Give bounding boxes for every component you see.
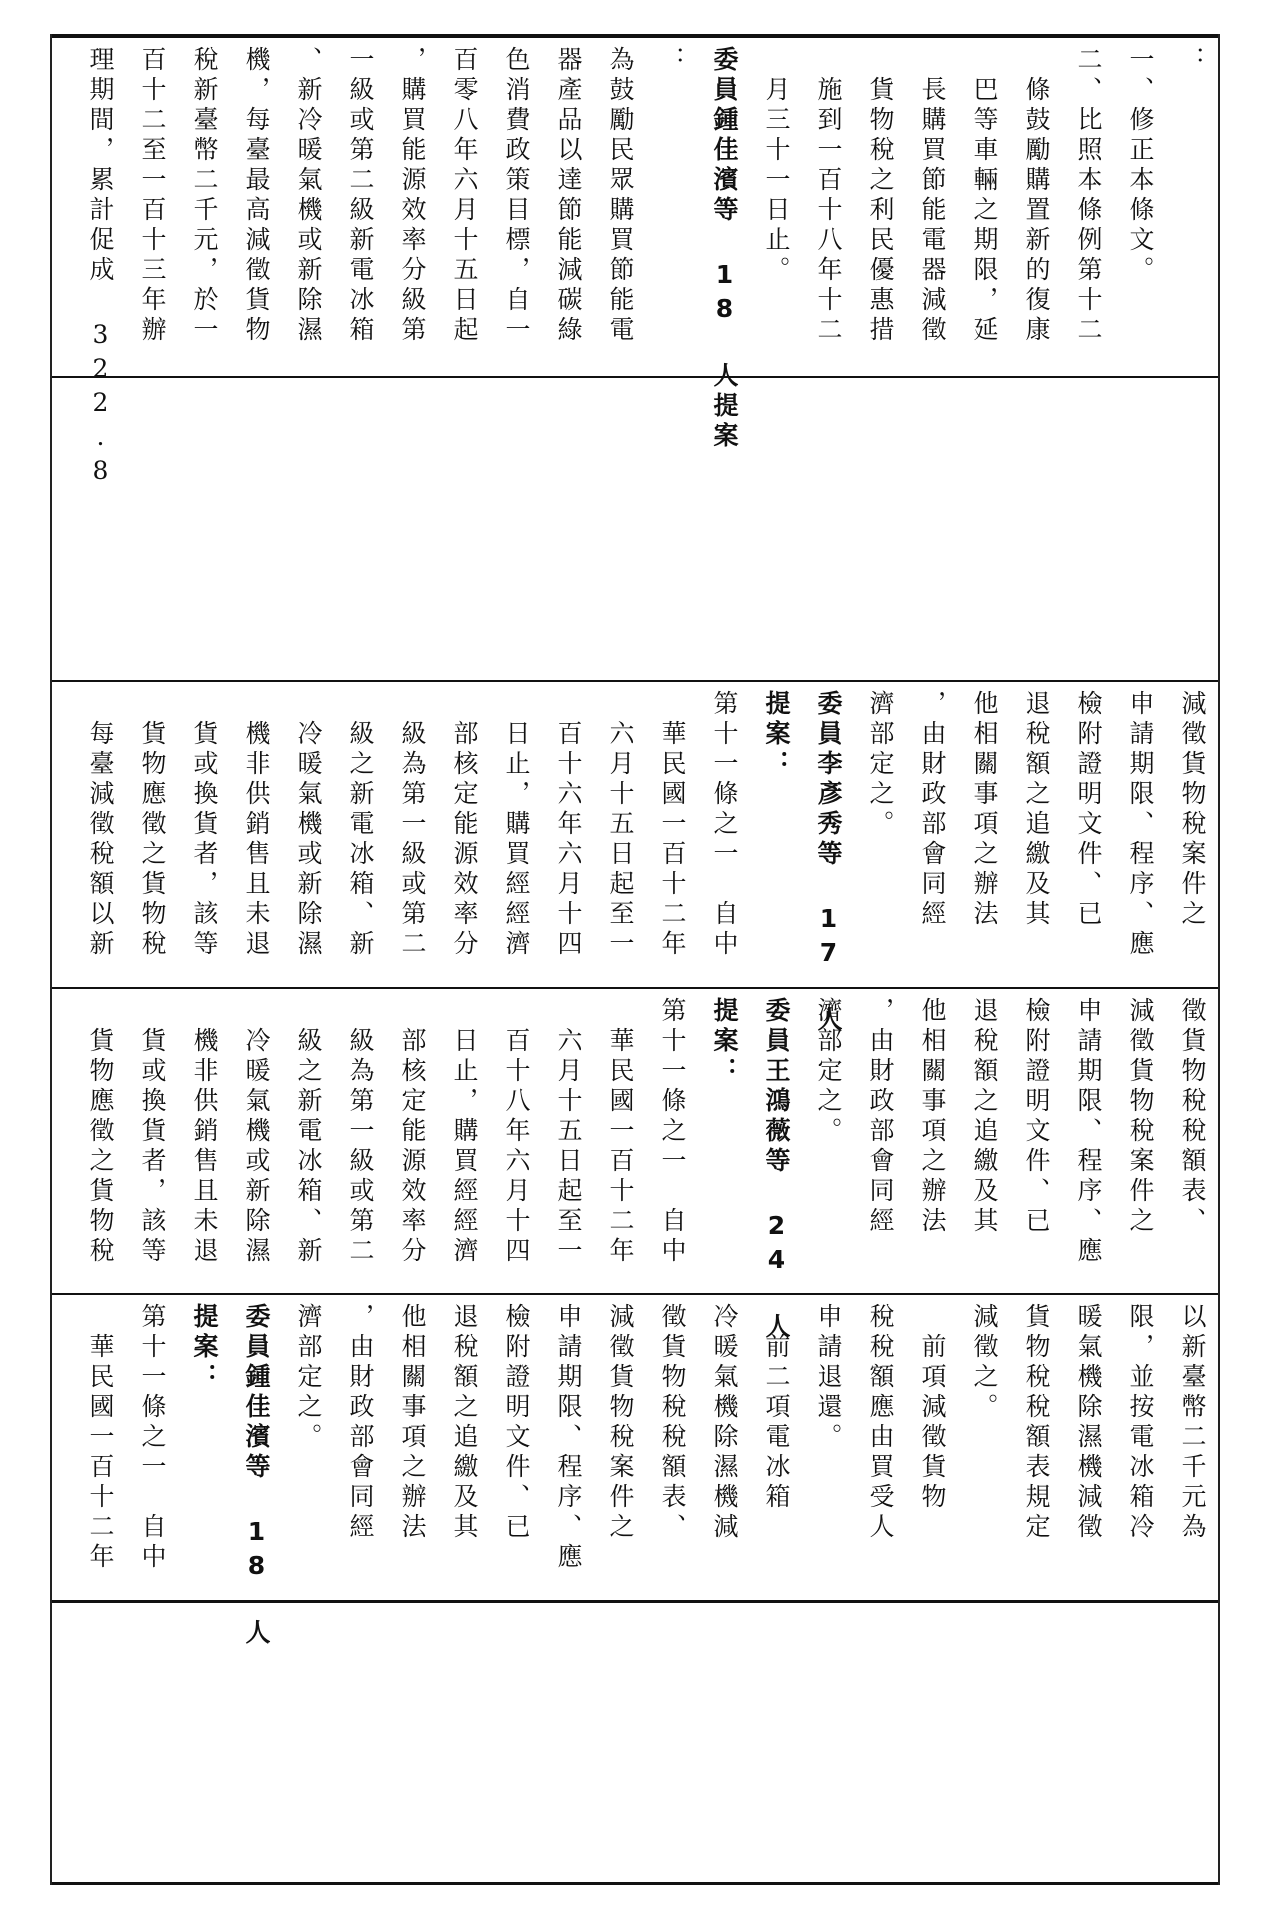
text-block-lower (52, 1295, 1218, 1649)
text-column: 六月十五日起至一 (606, 690, 635, 960)
text-column: 提案： (710, 997, 739, 1087)
text-column: 部核定能源效率分 (450, 690, 479, 960)
text-column: 委員鍾佳濱等 18 人 (242, 1303, 271, 1649)
text-column: 濟部定之。 (814, 997, 843, 1147)
text-column: 機，每臺最高減徵貨物 (242, 46, 271, 346)
text-column: 理期間，累計促成 322.8 (86, 46, 115, 490)
text-column: 以新臺幣二千元為 (1178, 1303, 1207, 1543)
text-column: 退稅額之追繳及其 (1022, 690, 1051, 930)
text-column: 減徵貨物稅案件之 (1178, 690, 1207, 930)
text-column: 百十六年六月十四 (554, 690, 583, 960)
text-column: 申請期限、程序、應 (1126, 690, 1155, 960)
text-column: 貨物稅之利民優惠措 (866, 46, 895, 346)
text-column: 貨物稅稅額表規定 (1022, 1303, 1051, 1543)
text-column: 機非供銷售且未退 (242, 690, 271, 960)
text-column: 華民國一百十二年 (606, 997, 635, 1267)
text-column: 前二項電冰箱 (762, 1303, 791, 1513)
text-column: 百十八年六月十四 (502, 997, 531, 1267)
text-column: 部核定能源效率分 (398, 997, 427, 1267)
text-column: 色消費政策目標，自一 (502, 46, 531, 346)
text-column: 他相關事項之辦法 (918, 997, 947, 1237)
text-column: 委員李彥秀等 17 人 (814, 690, 843, 1036)
text-column: 貨或換貨者，該等 (138, 997, 167, 1267)
text-column: 華民國一百十二年 (658, 690, 687, 960)
text-column: 濟部定之。 (294, 1303, 323, 1453)
text-column: 貨或換貨者，該等 (190, 690, 219, 960)
text-column: 施到一百十八年十二 (814, 46, 843, 346)
text-column: 提案： (190, 1303, 219, 1393)
text-column: 、新冷暖氣機或新除濕 (294, 46, 323, 346)
text-column: 第十一條之一 自中 (710, 690, 739, 960)
text-column: 暖氣機除濕機減徵 (1074, 1303, 1103, 1543)
text-column: 月三十一日止。 (762, 46, 791, 286)
text-column: ，由財政部會同經 (866, 997, 895, 1237)
text-column: 一、修正本條文。 (1126, 46, 1155, 286)
text-column: 器產品以達節能減碳綠 (554, 46, 583, 346)
text-column: 百零八年六月十五日起 (450, 46, 479, 346)
text-column: 申請期限、程序、應 (1074, 997, 1103, 1267)
text-column: 退稅額之追繳及其 (450, 1303, 479, 1543)
rule-bottom (50, 1882, 1220, 1885)
text-column: 華民國一百十二年 (86, 1303, 115, 1573)
text-column: 委員鍾佳濱等 18 人提案 (710, 46, 739, 452)
text-column: 檢附證明文件、已 (502, 1303, 531, 1543)
border-right (1218, 34, 1220, 1885)
text-column: 貨物應徵之貨物稅 (138, 690, 167, 960)
text-column: 冷暖氣機或新除濕 (294, 690, 323, 960)
text-column: 級為第一級或第二 (346, 997, 375, 1267)
text-column: ，由財政部會同經 (346, 1303, 375, 1543)
text-column: 級之新電冰箱、新 (346, 690, 375, 960)
text-column: 徵貨物稅稅額表、 (658, 1303, 687, 1543)
text-block-top (52, 38, 1218, 490)
text-column: 條鼓勵購置新的復康 (1022, 46, 1051, 346)
text-column: 每臺減徵稅額以新 (86, 690, 115, 960)
text-column: 減徵貨物稅案件之 (1126, 997, 1155, 1237)
text-column: ，由財政部會同經 (918, 690, 947, 930)
text-column: 減徵之。 (970, 1303, 999, 1423)
text-column: 貨物應徵之貨物稅 (86, 997, 115, 1267)
text-column: 退稅額之追繳及其 (970, 997, 999, 1237)
text-column: 為鼓勵民眾購買節能電 (606, 46, 635, 346)
text-column: 冷暖氣機除濕機減 (710, 1303, 739, 1543)
text-block-upper (52, 682, 1218, 1036)
text-column: 冷暖氣機或新除濕 (242, 997, 271, 1267)
text-column: 級為第一級或第二 (398, 690, 427, 960)
text-column: 檢附證明文件、已 (1074, 690, 1103, 930)
text-column: ： (1178, 46, 1207, 76)
rule-5 (50, 1600, 1220, 1603)
text-column: 限，並按電冰箱冷 (1126, 1303, 1155, 1543)
text-column: 減徵貨物稅案件之 (606, 1303, 635, 1543)
text-column: 日止，購買經經濟 (450, 997, 479, 1267)
text-column: 他相關事項之辦法 (970, 690, 999, 930)
text-column: 委員王鴻薇等 24 人 (762, 997, 791, 1343)
text-block-middle (52, 989, 1218, 1343)
text-column: 級之新電冰箱、新 (294, 997, 323, 1267)
rule-1 (50, 376, 1220, 378)
text-column: 濟部定之。 (866, 690, 895, 840)
text-column: ： (658, 46, 687, 76)
text-column: 稅稅額應由買受人 (866, 1303, 895, 1543)
text-column: 檢附證明文件、已 (1022, 997, 1051, 1237)
text-column: 日止，購買經經濟 (502, 690, 531, 960)
text-column: 機非供銷售且未退 (190, 997, 219, 1267)
text-column: 第十一條之一 自中 (658, 997, 687, 1267)
text-column: 申請退還。 (814, 1303, 843, 1453)
text-column: 六月十五日起至一 (554, 997, 583, 1267)
text-column: ，購買能源效率分級第 (398, 46, 427, 346)
text-column: 長購買節能電器減徵 (918, 46, 947, 346)
text-column: 稅新臺幣二千元，於一 (190, 46, 219, 346)
text-column: 前項減徵貨物 (918, 1303, 947, 1513)
text-column: 第十一條之一 自中 (138, 1303, 167, 1573)
text-column: 徵貨物稅稅額表、 (1178, 997, 1207, 1237)
text-column: 一級或第二級新電冰箱 (346, 46, 375, 346)
text-column: 巴等車輛之期限，延 (970, 46, 999, 346)
text-column: 二、比照本條例第十二 (1074, 46, 1103, 346)
text-column: 百十二至一百十三年辦 (138, 46, 167, 346)
text-column: 申請期限、程序、應 (554, 1303, 583, 1573)
text-column: 提案： (762, 690, 791, 780)
text-column: 他相關事項之辦法 (398, 1303, 427, 1543)
